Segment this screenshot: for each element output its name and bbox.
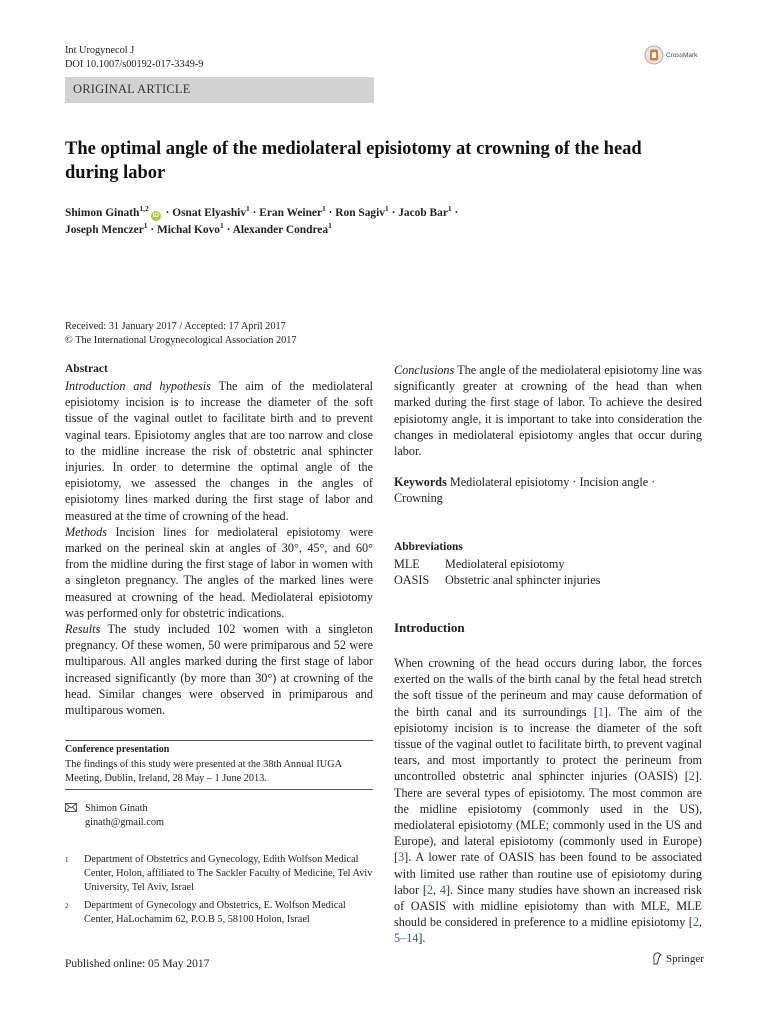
abbreviation-row xyxy=(394,572,600,588)
author-separator: · xyxy=(223,224,233,236)
author-affiliation-marker: 1 xyxy=(447,204,452,213)
orcid-icon[interactable]: iD xyxy=(152,212,160,219)
introduction-text-segment: ]. Since many studies have shown an increased risk of OASIS with midline episiotomy than with MLE, MLE should be considered in preference to a midline episiotomy [ xyxy=(394,882,703,930)
abstract-methods xyxy=(65,524,373,621)
abbreviations-heading: Abbreviations xyxy=(394,541,463,553)
results-text: The study included 102 women with a singleton pregnancy. Of these women, 50 were primiparous and 52 were multiparous. All angles marked during the first stage of labor increased significantly (by more than 30°) at crowning of the head. Similar changes were observed in primiparous and multiparous women. xyxy=(65,622,373,718)
abstract-introduction xyxy=(65,378,373,524)
received-accepted-dates: Received: 31 January 2017 / Accepted: 17 April 2017 xyxy=(65,321,286,332)
conclusions-text: The angle of the mediolateral episiotomy line was significantly greater at crowning of the head than when marked during the first stage of labor. To achieve the desired episiotomy angle, it is important to take into consideration the changes in mediolateral episiotomy angles that occur during labor. xyxy=(394,363,702,459)
methods-label: Methods xyxy=(65,524,107,539)
crossmark-badge[interactable] xyxy=(644,44,708,66)
author-separator: · xyxy=(388,207,399,219)
intro-label: Introduction and hypothesis xyxy=(65,379,211,393)
author-affiliation-marker: 1,2 xyxy=(139,204,149,213)
abstract-heading: Abstract xyxy=(65,363,108,375)
abbreviation-row xyxy=(394,556,600,572)
citation-link[interactable]: 1 xyxy=(597,704,604,719)
author-separator: · xyxy=(451,207,459,219)
author-name[interactable]: Eran Weiner xyxy=(259,207,323,219)
results-label: Results xyxy=(65,622,101,637)
affiliation-text: Department of Obstetrics and Gynecology, Edith Wolfson Medical Center, Holon, affiliated to The Sackler Faculty of Medicine, Tel Aviv University, Tel Aviv, Israel xyxy=(84,854,373,893)
abbreviation-meaning: Mediolateral episiotomy xyxy=(445,557,565,571)
author-separator: · xyxy=(147,224,158,236)
contact-name: Shimon Ginath xyxy=(85,803,148,814)
contact-email[interactable]: ginath@gmail.com xyxy=(85,817,164,828)
conference-heading: Conference presentation xyxy=(65,744,170,755)
introduction-text-segment: , xyxy=(698,915,702,930)
keywords-label: Keywords xyxy=(394,475,447,489)
doi[interactable]: DOI 10.1007/s00192-017-3349-9 xyxy=(65,59,204,70)
author-affiliation-marker: 1 xyxy=(219,221,224,230)
abstract-body xyxy=(65,378,373,718)
conference-text: The findings of this study were presented at the 38th Annual IUGA Meeting, Dublin, Ireland, 28 May – 1 June 2013. xyxy=(65,759,342,784)
citation-link[interactable]: 5–14 xyxy=(394,931,419,946)
copyright: © The International Urogynecological Association 2017 xyxy=(65,335,297,346)
crossmark-label: CrossMark xyxy=(666,51,698,59)
author-affiliation-marker: 1 xyxy=(384,204,389,213)
introduction-text-segment: ]. A lower rate of OASIS has been found to be associated with limited use rather than routine use of episiotomy during labor [ xyxy=(394,850,702,897)
divider xyxy=(65,789,373,790)
introduction-text-segment: ]. xyxy=(418,931,426,946)
affiliation-text: Department of Gynecology and Obstetrics, E. Wolfson Medical Center, HaLochamim 62, P.O.B 5, 58100 Holon, Israel xyxy=(84,900,346,925)
crossmark-icon xyxy=(644,45,664,65)
author-name[interactable]: Ron Sagiv xyxy=(335,207,385,219)
keywords xyxy=(394,474,694,506)
author-name[interactable]: Alexander Condrea xyxy=(232,224,329,236)
abbreviation: OASIS xyxy=(394,573,430,588)
author-name[interactable]: Shimon Ginath xyxy=(65,207,140,219)
journal-name: Int Urogynecol J xyxy=(65,45,135,56)
affiliation-number: 1 xyxy=(65,856,69,864)
author-separator: · xyxy=(162,207,173,219)
article-title: The optimal angle of the mediolateral episiotomy at crowning of the head during labor xyxy=(65,139,642,183)
envelope-icon xyxy=(65,803,77,812)
abstract-results xyxy=(65,621,373,718)
springer-horse-icon xyxy=(651,952,663,965)
author-separator: · xyxy=(325,207,336,219)
abbreviation-meaning: Obstetric anal sphincter injuries xyxy=(445,573,601,588)
methods-text: Incision lines for mediolateral episiotomy were marked on the perineal skin at angles of 30°, 45°, and 60° from the midline during the first stage of labor in women with a singleton pregnancy. The angles of the marked lines were measured at crowning of the head. Mediolateral episiotomy was performed only for obstetric indications. xyxy=(65,524,373,620)
abbreviation: MLE xyxy=(394,557,420,571)
publisher-logo xyxy=(651,952,704,965)
abbreviations-table xyxy=(394,556,600,588)
citation-link[interactable]: 2 xyxy=(426,882,433,897)
introduction-heading: Introduction xyxy=(394,620,465,635)
author-affiliation-marker: 1 xyxy=(143,221,148,230)
intro-text: The aim of the mediolateral episiotomy incision is to increase the diameter of the soft tissue of the vaginal outlet to facilitate birth and to prevent vaginal tears. Episiotomy angles that are too narrow and close to the midline increase the risk of obstetric anal sphincter injuries. In order to determine the optimal angle of the episiotomy, we assessed the changes in the angles of episiotomy lines marked during the first stage of labor and measured at the time of crowning of the head. xyxy=(65,379,374,523)
citation-link[interactable]: 2 xyxy=(692,915,699,930)
citation-link[interactable]: 2 xyxy=(688,769,695,784)
article-type: ORIGINAL ARTICLE xyxy=(73,82,191,96)
author-affiliation-marker: 1 xyxy=(328,221,332,230)
divider xyxy=(65,740,373,741)
introduction-text-segment: When crowning of the head occurs during labor, the forces exerted on the walls of the birth canal by the fetal head stretch the soft tissue of the perineum and may cause deformation of the birth canal and its surroundings [ xyxy=(394,656,702,719)
publisher-name: Springer xyxy=(666,952,704,965)
introduction-text-segment: ]. The aim of the episiotomy incision is to increase the diameter of the soft tissue of the vaginal outlet to facilitate birth, to prevent vaginal tears, and most importantly to protect the perineum from uncontrolled obstetric anal sphincter injuries (OASIS) [ xyxy=(394,704,702,784)
introduction-text-segment: , xyxy=(433,882,440,897)
conclusions-label: Conclusions xyxy=(394,363,455,377)
author-affiliation-marker: 1 xyxy=(246,204,250,213)
affiliation-number: 2 xyxy=(65,902,69,910)
author-name[interactable]: Joseph Menczer xyxy=(65,224,144,236)
citation-link[interactable]: 3 xyxy=(398,850,405,865)
author-name[interactable]: Osnat Elyashiv xyxy=(172,207,247,219)
published-date: Published online: 05 May 2017 xyxy=(65,958,210,970)
keywords-text: Mediolateral episiotomy · Incision angle · Crowning xyxy=(394,475,656,506)
author-name[interactable]: Jacob Bar xyxy=(398,207,448,219)
introduction-text xyxy=(394,655,702,947)
author-name[interactable]: Michal Kovo xyxy=(157,224,220,236)
introduction-text-segment: ]. There are several types of episiotomy. The most common are the midline episiotomy (commonly used in the US), mediolateral episiotomy (MLE; commonly used in the US and Europe), and lateral episiotomy (commonly used in Europe) [ xyxy=(394,769,702,865)
author-separator: · xyxy=(249,207,260,219)
citation-link[interactable]: 4 xyxy=(439,882,446,897)
author-affiliation-marker: 1 xyxy=(322,204,326,213)
abstract-conclusions xyxy=(394,362,702,459)
author-list xyxy=(65,205,535,239)
